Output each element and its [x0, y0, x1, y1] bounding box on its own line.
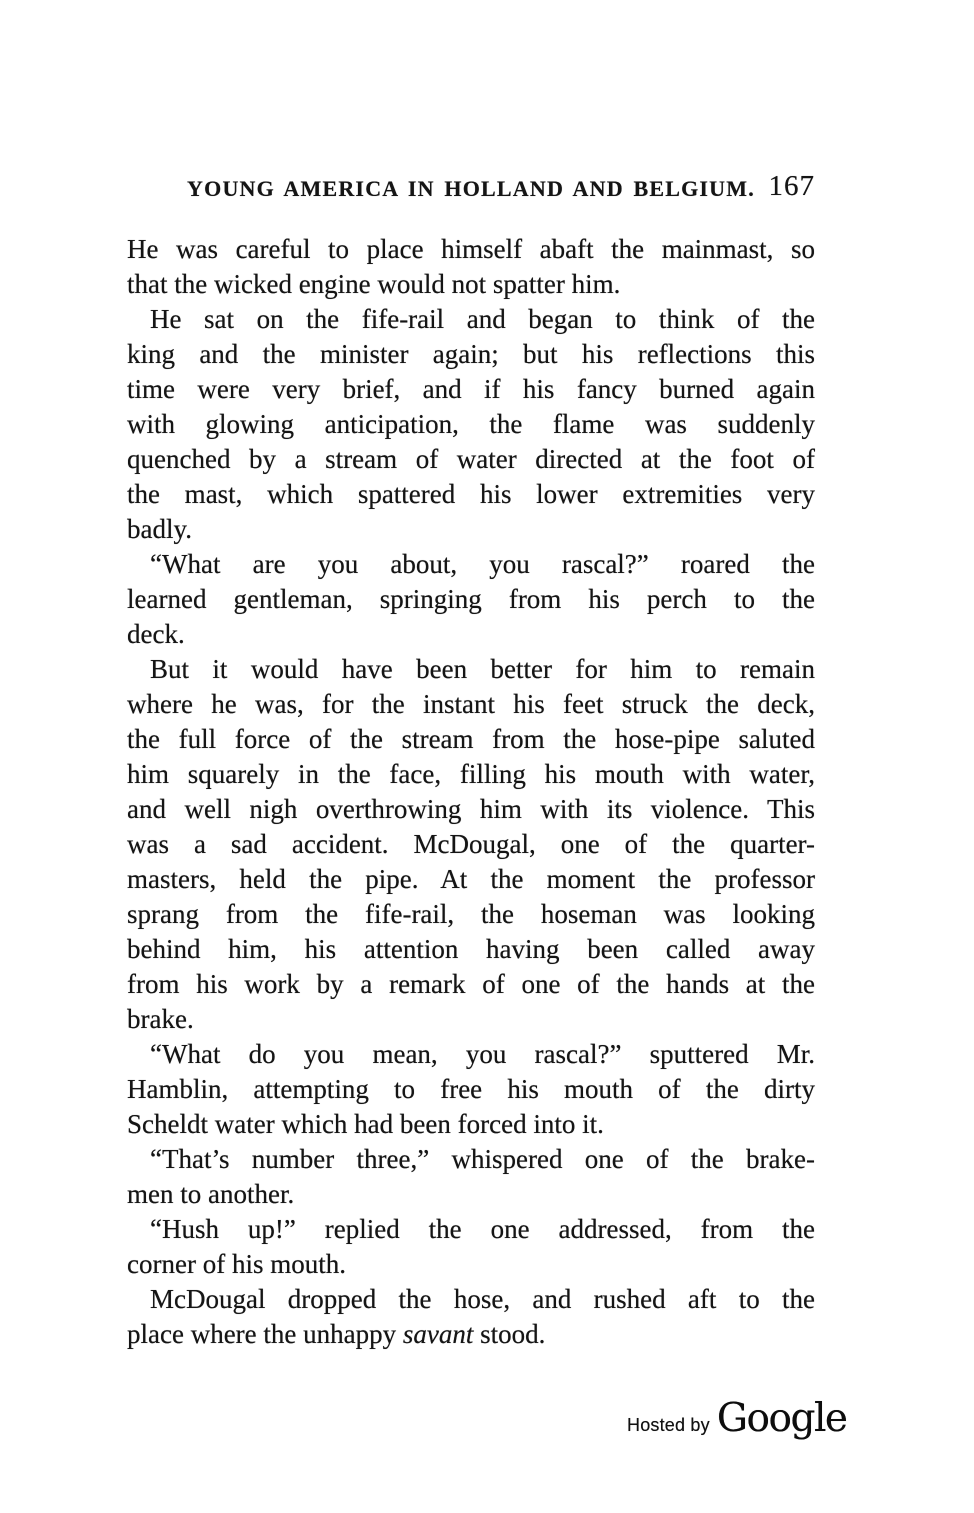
text-line: quenched by a stream of water directed at the foot of — [127, 444, 815, 474]
paragraph — [127, 547, 815, 652]
text-line: “Hush up!” replied the one addressed, from the — [150, 1214, 815, 1244]
text-line: that the wicked engine would not spatter him. — [127, 269, 621, 299]
text-line: “What do you mean, you rascal?” sputtered Mr. — [150, 1039, 815, 1069]
text-line: men to another. — [127, 1179, 295, 1209]
text-line: was a sad accident. McDougal, one of the quarter- — [127, 829, 815, 859]
text-line: corner of his mouth. — [127, 1249, 346, 1279]
text-line: badly. — [127, 514, 192, 544]
text-line: He was careful to place himself abaft the mainmast, so — [127, 234, 815, 264]
text-line: time were very brief, and if his fancy burned again — [127, 374, 815, 404]
text-line: “That’s number three,” whispered one of the brake- — [150, 1144, 815, 1174]
text-line: the mast, which spattered his lower extremities very — [127, 479, 815, 509]
text-line: He sat on the fife-rail and began to think of the — [150, 304, 815, 334]
text-line: him squarely in the face, filling his mouth with water, — [127, 759, 815, 789]
text-line: But it would have been better for him to remain — [150, 654, 815, 684]
text-line: sprang from the fife-rail, the hoseman was looking — [127, 899, 815, 929]
paragraph — [127, 1037, 815, 1142]
running-header — [127, 170, 815, 208]
text-line: with glowing anticipation, the flame was suddenly — [127, 409, 815, 439]
text-line: place where the unhappy savant stood. — [127, 1319, 546, 1349]
paragraph — [127, 232, 815, 302]
text-line: brake. — [127, 1004, 194, 1034]
google-logo: Google — [716, 1396, 847, 1441]
text-line: “What are you about, you rascal?” roared the — [150, 549, 815, 579]
text-line: McDougal dropped the hose, and rushed aft to the — [150, 1284, 815, 1314]
text-line: Hamblin, attempting to free his mouth of the dirty — [127, 1074, 815, 1104]
paragraph — [127, 1212, 815, 1282]
text-line: Scheldt water which had been forced into it. — [127, 1109, 604, 1139]
running-title: YOUNG AMERICA IN HOLLAND AND BELGIUM. — [187, 176, 755, 201]
text-line: and well nigh overthrowing him with its violence. This — [127, 794, 815, 824]
text-line: king and the minister again; but his reflections this — [127, 339, 815, 369]
paragraph — [127, 652, 815, 1037]
text-line: masters, held the pipe. At the moment the professor — [127, 864, 815, 894]
text-line: where he was, for the instant his feet struck the deck, — [127, 689, 815, 719]
text-line: from his work by a remark of one of the hands at the — [127, 969, 815, 999]
paragraph — [127, 1142, 815, 1212]
page-number: 167 — [768, 170, 815, 202]
hosted-by-label: Hosted by — [627, 1415, 710, 1435]
google-watermark — [627, 1396, 847, 1441]
text-line: the full force of the stream from the hose-pipe saluted — [127, 724, 815, 754]
paragraph — [127, 1282, 815, 1352]
text-line: learned gentleman, springing from his perch to the — [127, 584, 815, 614]
paragraph — [127, 302, 815, 547]
text-line: behind him, his attention having been called away — [127, 934, 815, 964]
body-text — [127, 232, 815, 1352]
text-line: deck. — [127, 619, 185, 649]
